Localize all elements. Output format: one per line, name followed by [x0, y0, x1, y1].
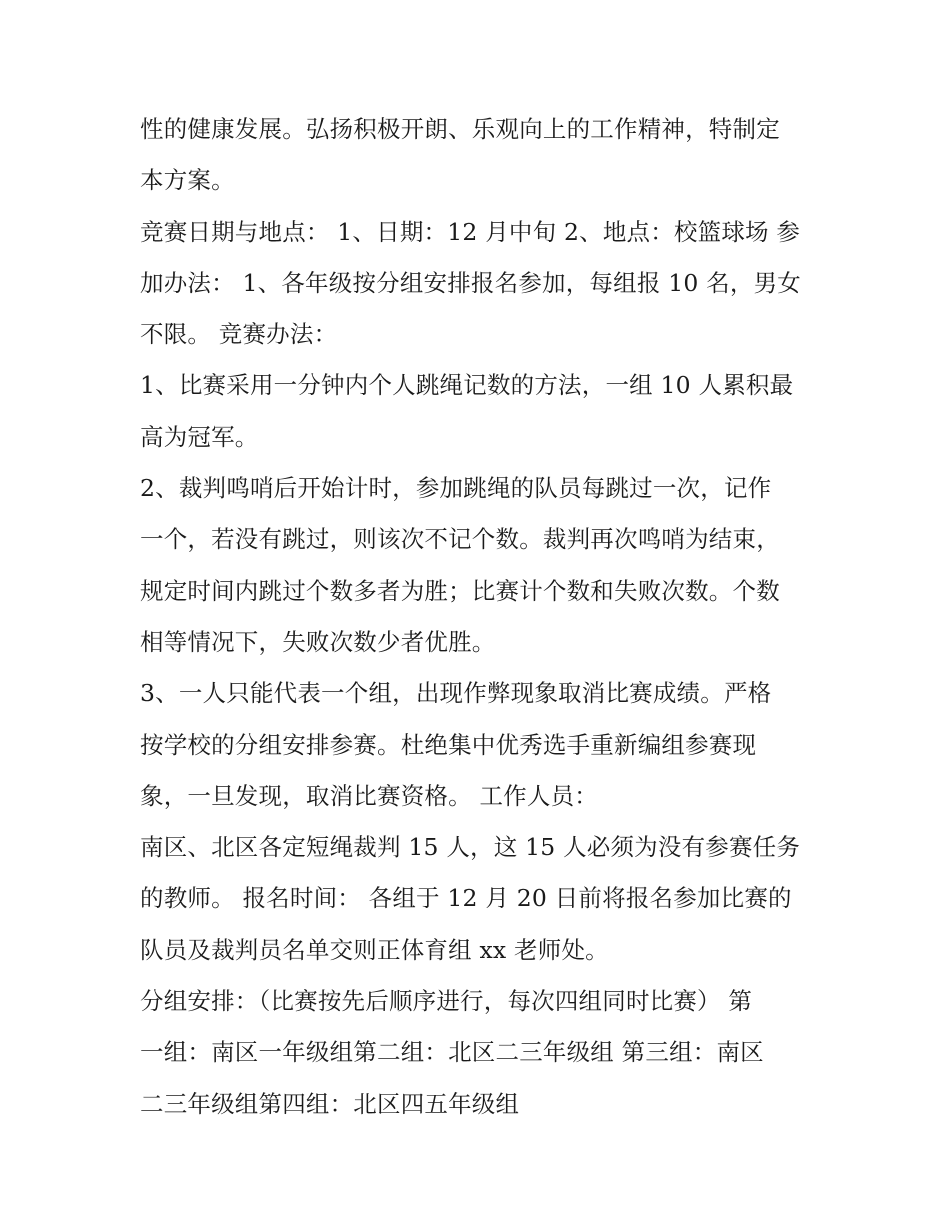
text-line: 的教师。 报名时间： 各组于 12 月 20 日前将报名参加比赛的	[140, 884, 792, 913]
text-line: 按学校的分组安排参赛。杜绝集中优秀选手重新编组参赛现	[140, 730, 757, 759]
text-line: 象，一旦发现，取消比赛资格。 工作人员：	[140, 781, 598, 810]
text-line: 二三年级组第四组：北区四五年级组	[140, 1089, 520, 1118]
text-line: 一个，若没有跳过，则该次不记个数。裁判再次鸣哨为结束，	[140, 525, 780, 554]
body-text	[140, 104, 820, 1130]
text-line: 相等情况下，失败次数少者优胜。	[140, 627, 496, 656]
text-line: 不限。 竞赛办法：	[140, 320, 338, 349]
text-line: 队员及裁判员名单交则正体育组 xx 老师处。	[140, 935, 609, 964]
text-line: 3、一人只能代表一个组，出现作弊现象取消比赛成绩。严格	[140, 679, 772, 708]
text-line: 2、裁判鸣哨后开始计时，参加跳绳的队员每跳过一次，记作	[140, 474, 772, 503]
text-line: 分组安排：（比赛按先后顺序进行，每次四组同时比赛） 第	[140, 987, 753, 1016]
text-line: 1、比赛采用一分钟内个人跳绳记数的方法，一组 10 人累积最	[140, 371, 794, 400]
text-line: 本方案。	[140, 166, 235, 195]
text-line: 南区、北区各定短绳裁判 15 人，这 15 人必须为没有参赛任务	[140, 833, 801, 862]
text-line: 高为冠军。	[140, 422, 259, 451]
text-line: 加办法： 1、各年级按分组安排报名参加，每组报 10 名，男女	[140, 268, 801, 297]
text-line: 一组：南区一年级组第二组：北区二三年级组 第三组：南区	[140, 1038, 764, 1067]
text-line: 竞赛日期与地点： 1、日期：12 月中旬 2、地点：校篮球场 参	[140, 217, 801, 246]
text-line: 性的健康发展。弘扬积极开朗、乐观向上的工作精神，特制定	[140, 115, 780, 143]
text-line: 规定时间内跳过个数多者为胜；比赛计个数和失败次数。个数	[140, 576, 780, 605]
